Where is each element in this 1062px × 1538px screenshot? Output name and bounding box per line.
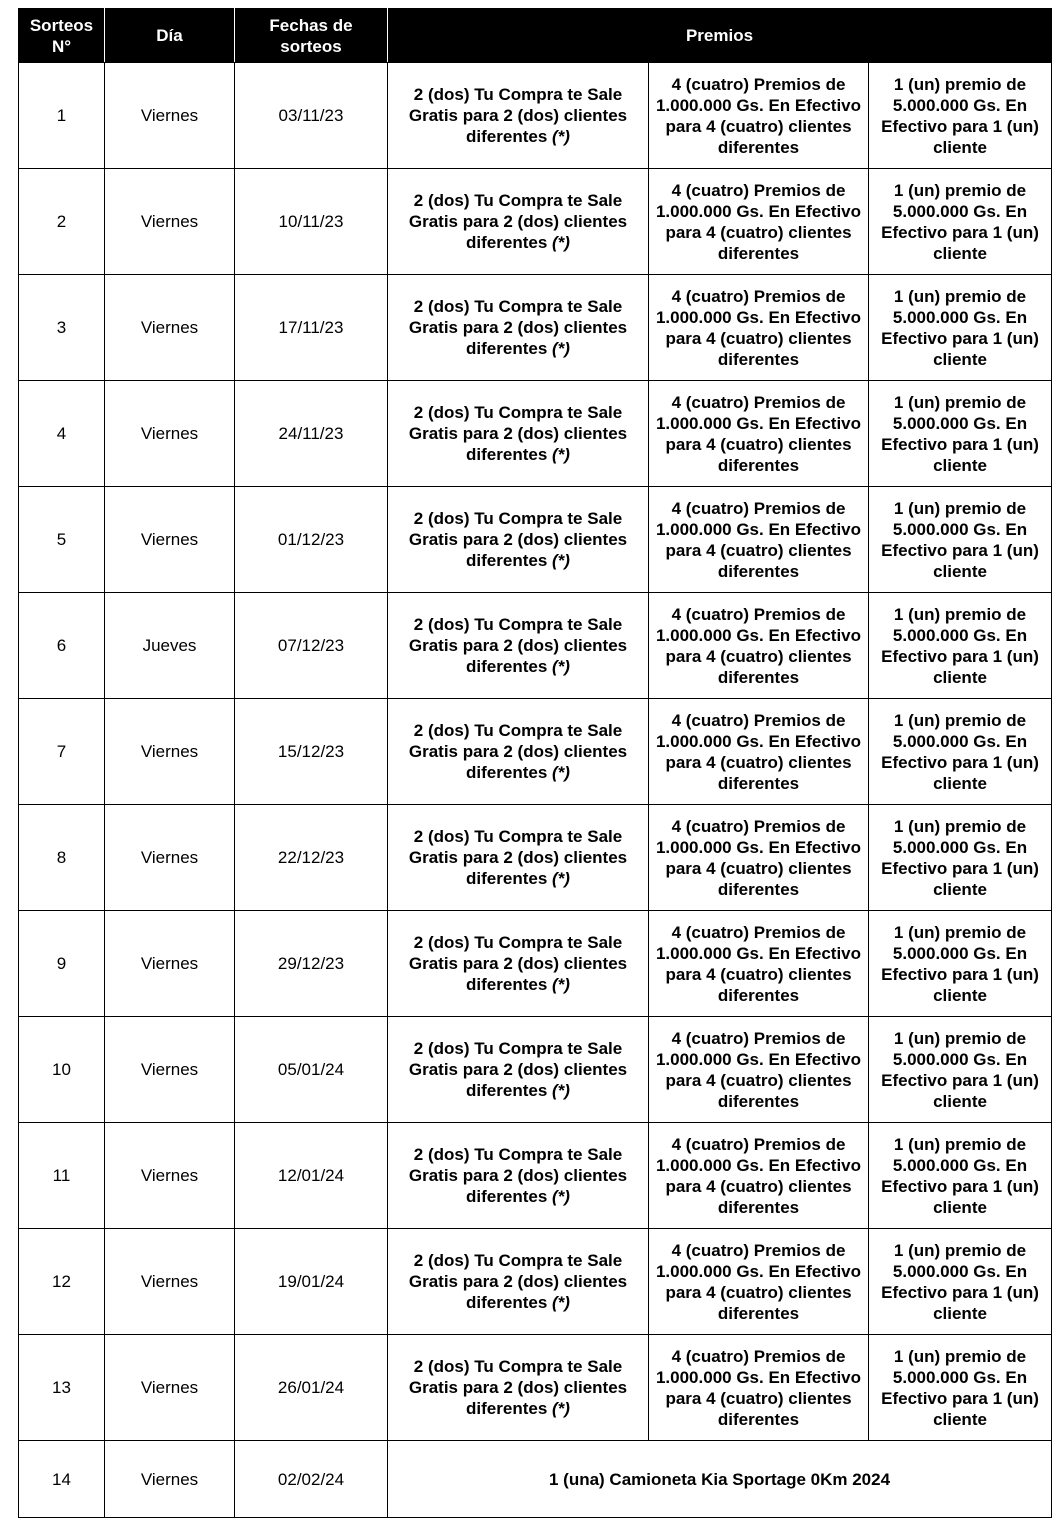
prize-cash-4-cell: 4 (cuatro) Premios de 1.000.000 Gs. En Efectivo para 4 (cuatro) clientes diferentes: [649, 1335, 869, 1441]
table-row: [19, 1123, 1052, 1229]
prize-cash-4-cell: 4 (cuatro) Premios de 1.000.000 Gs. En Efectivo para 4 (cuatro) clientes diferentes: [649, 169, 869, 275]
day-cell: Viernes: [105, 1123, 235, 1229]
prize-cash-1-cell: 1 (un) premio de 5.000.000 Gs. En Efectivo para 1 (un) cliente: [869, 593, 1052, 699]
header-day: Día: [105, 9, 235, 63]
footnote-marker: (*): [552, 1081, 570, 1100]
footnote-marker: (*): [552, 869, 570, 888]
prize-cash-1-cell: 1 (un) premio de 5.000.000 Gs. En Efectivo para 1 (un) cliente: [869, 805, 1052, 911]
date-cell: 19/01/24: [235, 1229, 388, 1335]
draw-number-cell: 3: [19, 275, 105, 381]
footnote-marker: (*): [552, 233, 570, 252]
header-draw-number: Sorteos N°: [19, 9, 105, 63]
prize-compra-gratis-cell: [388, 911, 649, 1017]
prize-cash-1-cell: 1 (un) premio de 5.000.000 Gs. En Efectivo para 1 (un) cliente: [869, 1017, 1052, 1123]
prize-compra-gratis-text: 2 (dos) Tu Compra te Sale Gratis para 2 (dos) clientes diferentes: [408, 933, 628, 994]
prize-cash-1-cell: 1 (un) premio de 5.000.000 Gs. En Efectivo para 1 (un) cliente: [869, 381, 1052, 487]
header-draw-date: Fechas de sorteos: [235, 9, 388, 63]
draw-schedule-table: [18, 8, 1052, 1518]
day-cell: Viernes: [105, 275, 235, 381]
footnote-marker: (*): [552, 657, 570, 676]
prize-compra-gratis-text: 2 (dos) Tu Compra te Sale Gratis para 2 (dos) clientes diferentes: [408, 1145, 628, 1206]
prize-compra-gratis-text: 2 (dos) Tu Compra te Sale Gratis para 2 (dos) clientes diferentes: [408, 509, 628, 570]
day-cell: Jueves: [105, 593, 235, 699]
prize-compra-gratis-text: 2 (dos) Tu Compra te Sale Gratis para 2 (dos) clientes diferentes: [408, 1357, 628, 1418]
table-row: [19, 169, 1052, 275]
prize-compra-gratis-text: 2 (dos) Tu Compra te Sale Gratis para 2 (dos) clientes diferentes: [408, 721, 628, 782]
prize-compra-gratis-cell: [388, 1123, 649, 1229]
footnote-marker: (*): [552, 1187, 570, 1206]
prize-cash-4-cell: 4 (cuatro) Premios de 1.000.000 Gs. En Efectivo para 4 (cuatro) clientes diferentes: [649, 911, 869, 1017]
prize-compra-gratis-cell: [388, 275, 649, 381]
prize-cash-4-cell: 4 (cuatro) Premios de 1.000.000 Gs. En Efectivo para 4 (cuatro) clientes diferentes: [649, 1123, 869, 1229]
date-cell: 12/01/24: [235, 1123, 388, 1229]
prize-cash-1-cell: 1 (un) premio de 5.000.000 Gs. En Efectivo para 1 (un) cliente: [869, 911, 1052, 1017]
prize-cash-4-cell: 4 (cuatro) Premios de 1.000.000 Gs. En Efectivo para 4 (cuatro) clientes diferentes: [649, 699, 869, 805]
day-cell: Viernes: [105, 63, 235, 169]
footnote-marker: (*): [552, 975, 570, 994]
footnote-marker: (*): [552, 127, 570, 146]
date-cell: 29/12/23: [235, 911, 388, 1017]
table-row: [19, 1335, 1052, 1441]
footnote-marker: (*): [552, 551, 570, 570]
prize-compra-gratis-cell: [388, 593, 649, 699]
table-row: [19, 487, 1052, 593]
prize-compra-gratis-cell: [388, 699, 649, 805]
draw-number-cell: 5: [19, 487, 105, 593]
prize-compra-gratis-cell: [388, 805, 649, 911]
prize-compra-gratis-text: 2 (dos) Tu Compra te Sale Gratis para 2 (dos) clientes diferentes: [408, 403, 628, 464]
day-cell: Viernes: [105, 381, 235, 487]
draw-number-cell: 13: [19, 1335, 105, 1441]
prize-compra-gratis-cell: [388, 487, 649, 593]
day-cell: Viernes: [105, 699, 235, 805]
date-cell: 07/12/23: [235, 593, 388, 699]
day-cell: Viernes: [105, 805, 235, 911]
footnote-marker: (*): [552, 445, 570, 464]
prize-cash-1-cell: 1 (un) premio de 5.000.000 Gs. En Efectivo para 1 (un) cliente: [869, 487, 1052, 593]
date-cell: 05/01/24: [235, 1017, 388, 1123]
prize-compra-gratis-cell: [388, 1017, 649, 1123]
table-body: [19, 63, 1052, 1441]
prize-cash-1-cell: 1 (un) premio de 5.000.000 Gs. En Efectivo para 1 (un) cliente: [869, 63, 1052, 169]
footnote-marker: (*): [552, 339, 570, 358]
date-cell: 02/02/24: [235, 1441, 388, 1518]
footnote-marker: (*): [552, 763, 570, 782]
day-cell: Viernes: [105, 1335, 235, 1441]
table-row: [19, 1229, 1052, 1335]
draw-number-cell: 6: [19, 593, 105, 699]
prize-cash-1-cell: 1 (un) premio de 5.000.000 Gs. En Efectivo para 1 (un) cliente: [869, 1335, 1052, 1441]
prize-cash-4-cell: 4 (cuatro) Premios de 1.000.000 Gs. En Efectivo para 4 (cuatro) clientes diferentes: [649, 63, 869, 169]
prize-cash-4-cell: 4 (cuatro) Premios de 1.000.000 Gs. En Efectivo para 4 (cuatro) clientes diferentes: [649, 1017, 869, 1123]
footnote-marker: (*): [552, 1399, 570, 1418]
draw-number-cell: 7: [19, 699, 105, 805]
prize-cash-4-cell: 4 (cuatro) Premios de 1.000.000 Gs. En Efectivo para 4 (cuatro) clientes diferentes: [649, 275, 869, 381]
prize-compra-gratis-text: 2 (dos) Tu Compra te Sale Gratis para 2 (dos) clientes diferentes: [408, 1039, 628, 1100]
prize-cash-4-cell: 4 (cuatro) Premios de 1.000.000 Gs. En Efectivo para 4 (cuatro) clientes diferentes: [649, 1229, 869, 1335]
table-row: [19, 699, 1052, 805]
draw-number-cell: 1: [19, 63, 105, 169]
table-row: [19, 1017, 1052, 1123]
day-cell: Viernes: [105, 1229, 235, 1335]
day-cell: Viernes: [105, 487, 235, 593]
prize-cash-1-cell: 1 (un) premio de 5.000.000 Gs. En Efectivo para 1 (un) cliente: [869, 169, 1052, 275]
day-cell: Viernes: [105, 911, 235, 1017]
day-cell: Viernes: [105, 169, 235, 275]
draw-number-cell: 11: [19, 1123, 105, 1229]
prize-cash-4-cell: 4 (cuatro) Premios de 1.000.000 Gs. En Efectivo para 4 (cuatro) clientes diferentes: [649, 487, 869, 593]
prize-compra-gratis-text: 2 (dos) Tu Compra te Sale Gratis para 2 (dos) clientes diferentes: [408, 1251, 628, 1312]
prize-compra-gratis-text: 2 (dos) Tu Compra te Sale Gratis para 2 (dos) clientes diferentes: [408, 615, 628, 676]
draw-number-cell: 10: [19, 1017, 105, 1123]
date-cell: 24/11/23: [235, 381, 388, 487]
prize-cash-1-cell: 1 (un) premio de 5.000.000 Gs. En Efectivo para 1 (un) cliente: [869, 275, 1052, 381]
prize-compra-gratis-cell: [388, 63, 649, 169]
prize-compra-gratis-text: 2 (dos) Tu Compra te Sale Gratis para 2 (dos) clientes diferentes: [408, 85, 628, 146]
prize-cash-4-cell: 4 (cuatro) Premios de 1.000.000 Gs. En Efectivo para 4 (cuatro) clientes diferentes: [649, 593, 869, 699]
day-cell: Viernes: [105, 1017, 235, 1123]
table-row: [19, 275, 1052, 381]
date-cell: 03/11/23: [235, 63, 388, 169]
date-cell: 17/11/23: [235, 275, 388, 381]
prize-cash-1-cell: 1 (un) premio de 5.000.000 Gs. En Efectivo para 1 (un) cliente: [869, 1229, 1052, 1335]
grand-prize-cell: 1 (una) Camioneta Kia Sportage 0Km 2024: [388, 1441, 1052, 1518]
prize-cash-1-cell: 1 (un) premio de 5.000.000 Gs. En Efectivo para 1 (un) cliente: [869, 699, 1052, 805]
date-cell: 22/12/23: [235, 805, 388, 911]
prize-cash-4-cell: 4 (cuatro) Premios de 1.000.000 Gs. En Efectivo para 4 (cuatro) clientes diferentes: [649, 381, 869, 487]
prize-compra-gratis-cell: [388, 1229, 649, 1335]
prize-cash-1-cell: 1 (un) premio de 5.000.000 Gs. En Efectivo para 1 (un) cliente: [869, 1123, 1052, 1229]
prize-compra-gratis-text: 2 (dos) Tu Compra te Sale Gratis para 2 (dos) clientes diferentes: [408, 191, 628, 252]
footnote-marker: (*): [552, 1293, 570, 1312]
prize-compra-gratis-text: 2 (dos) Tu Compra te Sale Gratis para 2 (dos) clientes diferentes: [408, 827, 628, 888]
draw-number-cell: 4: [19, 381, 105, 487]
table-row-final: [19, 1441, 1052, 1518]
date-cell: 26/01/24: [235, 1335, 388, 1441]
prize-compra-gratis-cell: [388, 381, 649, 487]
date-cell: 01/12/23: [235, 487, 388, 593]
draw-number-cell: 2: [19, 169, 105, 275]
header-row: [19, 9, 1052, 63]
draw-number-cell: 12: [19, 1229, 105, 1335]
prize-compra-gratis-text: 2 (dos) Tu Compra te Sale Gratis para 2 (dos) clientes diferentes: [408, 297, 628, 358]
header-prizes: Premios: [388, 9, 1052, 63]
prize-cash-4-cell: 4 (cuatro) Premios de 1.000.000 Gs. En Efectivo para 4 (cuatro) clientes diferentes: [649, 805, 869, 911]
draw-number-cell: 9: [19, 911, 105, 1017]
table-row: [19, 911, 1052, 1017]
table-row: [19, 805, 1052, 911]
day-cell: Viernes: [105, 1441, 235, 1518]
date-cell: 10/11/23: [235, 169, 388, 275]
draw-number-cell: 8: [19, 805, 105, 911]
table-row: [19, 63, 1052, 169]
prize-compra-gratis-cell: [388, 1335, 649, 1441]
date-cell: 15/12/23: [235, 699, 388, 805]
draw-number-cell: 14: [19, 1441, 105, 1518]
table-row: [19, 381, 1052, 487]
prize-compra-gratis-cell: [388, 169, 649, 275]
table-row: [19, 593, 1052, 699]
